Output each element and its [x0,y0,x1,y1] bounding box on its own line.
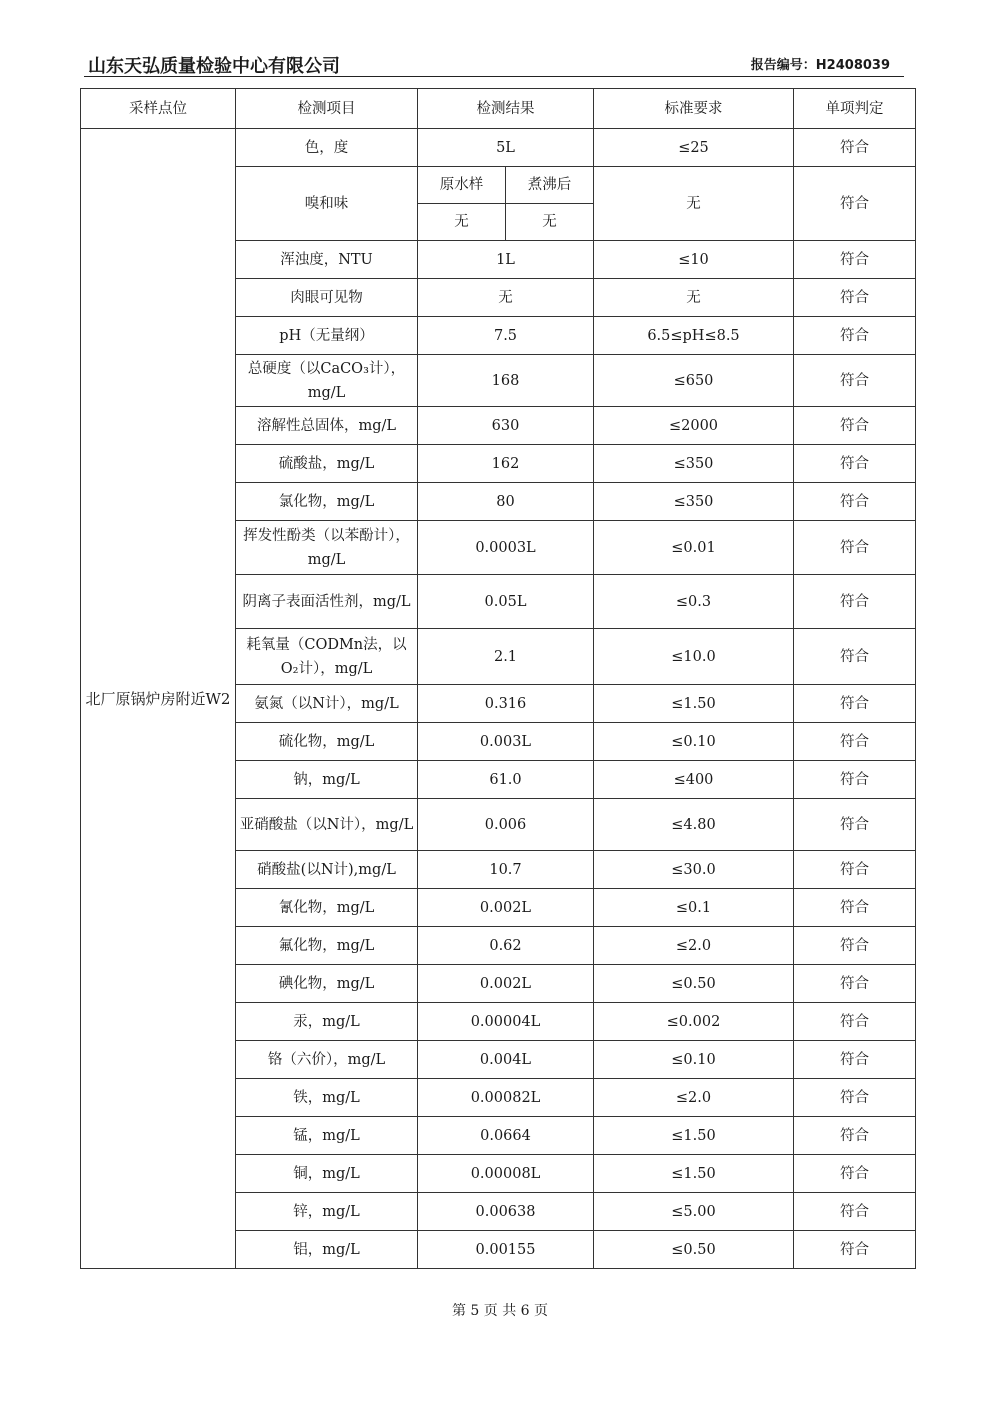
table-row [81,129,916,167]
standard-cell: ≤25 [594,129,794,167]
result-cell: 5L [418,129,594,167]
standard-cell: ≤0.1 [594,889,794,927]
column-header: 检测项目 [236,89,418,129]
judgement-cell: 符合 [794,1193,916,1231]
standard-cell: ≤650 [594,355,794,407]
standard-cell: ≤30.0 [594,851,794,889]
result-cell: 80 [418,483,594,521]
item-cell: 氟化物，mg/L [236,927,418,965]
item-cell: 色，度 [236,129,418,167]
result-cell: 0.00638 [418,1193,594,1231]
judgement-cell: 符合 [794,317,916,355]
column-header: 检测结果 [418,89,594,129]
item-cell: 硫酸盐，mg/L [236,445,418,483]
result-cell: 0.316 [418,685,594,723]
result-cell: 0.05L [418,575,594,629]
standard-cell: ≤10 [594,241,794,279]
result-cell: 0.003L [418,723,594,761]
item-cell: 氨氮（以N计），mg/L [236,685,418,723]
standard-cell: ≤0.10 [594,1041,794,1079]
standard-cell: ≤0.3 [594,575,794,629]
result-cell: 61.0 [418,761,594,799]
item-cell: 肉眼可见物 [236,279,418,317]
item-cell: 锌，mg/L [236,1193,418,1231]
page-footer: 第 5 页 共 6 页 [451,1303,549,1319]
location-cell: 北厂原锅炉房附近W2 [81,129,236,1269]
result-cell: 2.1 [418,629,594,685]
standard-cell: ≤400 [594,761,794,799]
result-cell: 0.0664 [418,1117,594,1155]
standard-cell: ≤4.80 [594,799,794,851]
results-table [80,88,916,1269]
result-cell: 162 [418,445,594,483]
standard-cell: ≤1.50 [594,1117,794,1155]
judgement-cell: 符合 [794,521,916,575]
judgement-cell: 符合 [794,1041,916,1079]
item-cell: 耗氧量（CODMn法，以O₂计），mg/L [236,629,418,685]
result-cell: 无 [418,279,594,317]
item-cell: 氯化物，mg/L [236,483,418,521]
standard-cell: ≤5.00 [594,1193,794,1231]
result-cell: 0.00155 [418,1231,594,1269]
result-cell: 10.7 [418,851,594,889]
judgement-cell: 符合 [794,761,916,799]
item-cell: 铜，mg/L [236,1155,418,1193]
result-cell: 0.00008L [418,1155,594,1193]
judgement-cell: 符合 [794,685,916,723]
standard-cell: ≤350 [594,483,794,521]
odor-boiled-value: 无 [506,204,594,241]
item-cell: 铬（六价），mg/L [236,1041,418,1079]
header-divider [84,76,904,77]
result-cell: 630 [418,407,594,445]
item-cell: 总硬度（以CaCO₃计），mg/L [236,355,418,407]
item-cell: 溶解性总固体，mg/L [236,407,418,445]
judgement-cell: 符合 [794,1117,916,1155]
item-cell: 氰化物，mg/L [236,889,418,927]
standard-cell: ≤2.0 [594,1079,794,1117]
item-cell: 硫化物，mg/L [236,723,418,761]
item-cell: 汞，mg/L [236,1003,418,1041]
result-cell: 0.002L [418,889,594,927]
standard-cell: 无 [594,167,794,241]
judgement-cell: 符合 [794,927,916,965]
table-header-row [81,89,916,129]
judgement-cell: 符合 [794,279,916,317]
company-name: 山东天弘质量检验中心有限公司 [88,56,340,77]
item-cell: 碘化物，mg/L [236,965,418,1003]
judgement-cell: 符合 [794,1231,916,1269]
standard-cell: ≤0.10 [594,723,794,761]
result-cell: 7.5 [418,317,594,355]
judgement-cell: 符合 [794,1079,916,1117]
judgement-cell: 符合 [794,851,916,889]
judgement-cell: 符合 [794,629,916,685]
result-cell: 0.0003L [418,521,594,575]
result-cell: 1L [418,241,594,279]
item-cell: 浑浊度，NTU [236,241,418,279]
standard-cell: ≤1.50 [594,685,794,723]
item-cell: 挥发性酚类（以苯酚计），mg/L [236,521,418,575]
judgement-cell: 符合 [794,1155,916,1193]
odor-raw-label: 原水样 [418,167,506,204]
results-table-body [81,89,916,1269]
standard-cell: ≤0.50 [594,965,794,1003]
result-cell: 0.62 [418,927,594,965]
item-cell: 铝，mg/L [236,1231,418,1269]
item-cell: 嗅和味 [236,167,418,241]
standard-cell: ≤10.0 [594,629,794,685]
item-cell: 锰，mg/L [236,1117,418,1155]
standard-cell: 无 [594,279,794,317]
standard-cell: ≤0.01 [594,521,794,575]
judgement-cell: 符合 [794,167,916,241]
standard-cell: 6.5≤pH≤8.5 [594,317,794,355]
column-header: 采样点位 [81,89,236,129]
standard-cell: ≤2000 [594,407,794,445]
judgement-cell: 符合 [794,1003,916,1041]
standard-cell: ≤2.0 [594,927,794,965]
judgement-cell: 符合 [794,723,916,761]
judgement-cell: 符合 [794,889,916,927]
standard-cell: ≤0.002 [594,1003,794,1041]
standard-cell: ≤350 [594,445,794,483]
item-cell: 硝酸盐(以N计),mg/L [236,851,418,889]
judgement-cell: 符合 [794,445,916,483]
standard-cell: ≤1.50 [594,1155,794,1193]
judgement-cell: 符合 [794,241,916,279]
result-cell: 0.006 [418,799,594,851]
odor-boiled-label: 煮沸后 [506,167,594,204]
item-cell: 钠，mg/L [236,761,418,799]
column-header: 单项判定 [794,89,916,129]
judgement-cell: 符合 [794,129,916,167]
item-cell: 亚硝酸盐（以N计），mg/L [236,799,418,851]
result-cell: 0.00004L [418,1003,594,1041]
judgement-cell: 符合 [794,407,916,445]
item-cell: pH（无量纲） [236,317,418,355]
result-cell: 168 [418,355,594,407]
standard-cell: ≤0.50 [594,1231,794,1269]
judgement-cell: 符合 [794,965,916,1003]
judgement-cell: 符合 [794,483,916,521]
column-header: 标准要求 [594,89,794,129]
result-cell: 0.002L [418,965,594,1003]
item-cell: 阴离子表面活性剂，mg/L [236,575,418,629]
result-cell: 0.004L [418,1041,594,1079]
judgement-cell: 符合 [794,799,916,851]
judgement-cell: 符合 [794,575,916,629]
odor-raw-value: 无 [418,204,506,241]
item-cell: 铁，mg/L [236,1079,418,1117]
report-number: 报告编号：H2408039 [750,58,890,73]
result-cell: 0.00082L [418,1079,594,1117]
judgement-cell: 符合 [794,355,916,407]
